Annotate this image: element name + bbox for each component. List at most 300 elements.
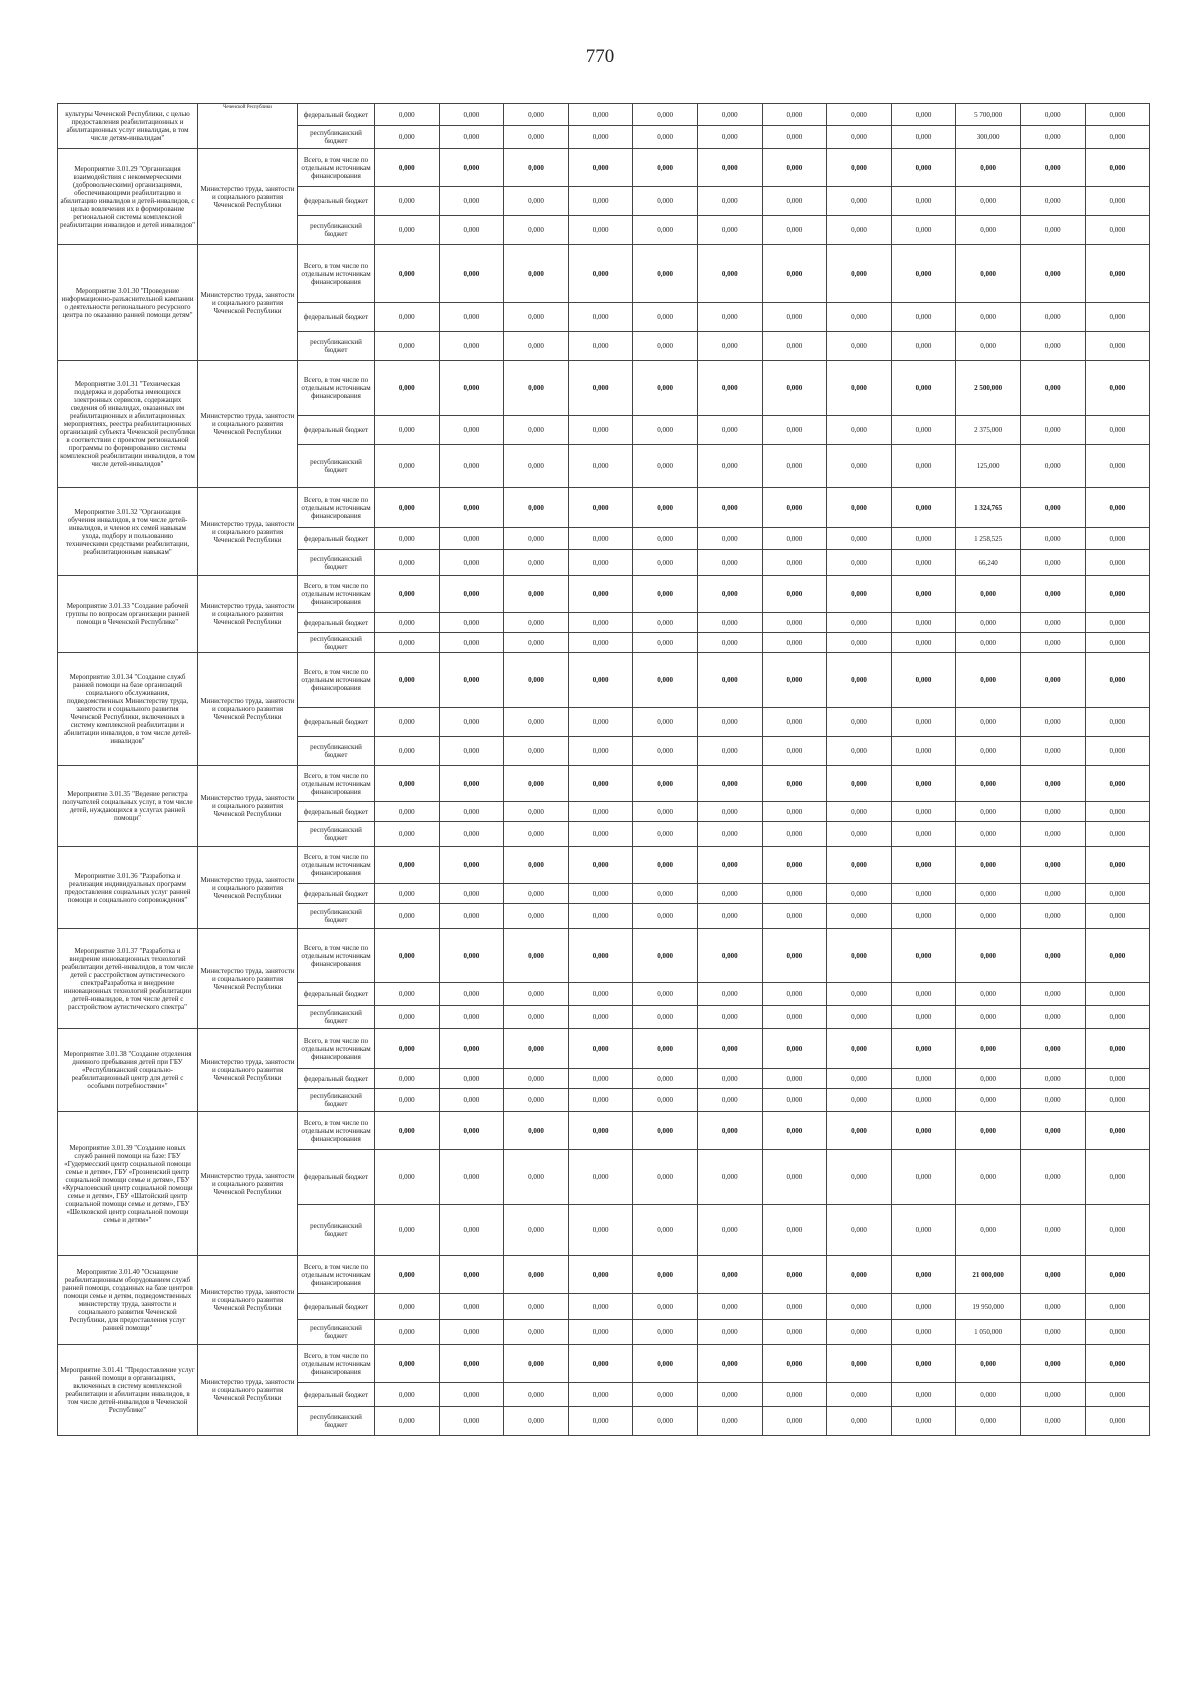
amount-cell: 0,000 <box>827 576 892 613</box>
amount-cell: 0,000 <box>633 445 698 488</box>
amount-cell: 0,000 <box>439 1069 504 1089</box>
amount-cell: 0,000 <box>827 550 892 576</box>
table-row <box>58 1112 1150 1150</box>
table-row <box>58 149 1150 187</box>
funding-source-cell: федеральный бюджет <box>298 983 375 1006</box>
amount-cell: 0,000 <box>568 1205 633 1256</box>
amount-cell: 0,000 <box>697 332 762 361</box>
amount-cell: 0,000 <box>568 1407 633 1436</box>
amount-cell: 0,000 <box>375 104 440 126</box>
amount-cell: 0,000 <box>375 1294 440 1320</box>
amount-cell: 0,000 <box>762 633 827 653</box>
amount-cell: 0,000 <box>1085 361 1150 416</box>
funding-source-cell: Всего, в том числе по отдельным источникам финансирования <box>298 576 375 613</box>
amount-cell: 0,000 <box>762 1256 827 1294</box>
funding-source-cell: федеральный бюджет <box>298 613 375 633</box>
amount-cell: 0,000 <box>956 983 1021 1006</box>
amount-cell: 0,000 <box>956 332 1021 361</box>
amount-cell: 0,000 <box>633 1383 698 1407</box>
amount-cell: 0,000 <box>891 847 956 884</box>
amount-cell: 0,000 <box>375 737 440 766</box>
amount-cell: 0,000 <box>956 1089 1021 1112</box>
amount-cell: 0,000 <box>1020 245 1085 303</box>
amount-cell: 0,000 <box>439 1089 504 1112</box>
amount-cell: 0,000 <box>1085 653 1150 708</box>
amount-cell: 0,000 <box>504 633 569 653</box>
amount-cell: 0,000 <box>439 1150 504 1205</box>
amount-cell: 0,000 <box>375 528 440 550</box>
amount-cell: 0,000 <box>697 528 762 550</box>
funding-source-cell: Всего, в том числе по отдельным источникам финансирования <box>298 1112 375 1150</box>
amount-cell: 0,000 <box>1085 1205 1150 1256</box>
amount-cell: 0,000 <box>568 187 633 216</box>
amount-cell: 0,000 <box>956 802 1021 822</box>
amount-cell: 0,000 <box>1020 884 1085 904</box>
amount-cell: 0,000 <box>697 126 762 149</box>
funding-source-cell: федеральный бюджет <box>298 1294 375 1320</box>
amount-cell: 0,000 <box>504 332 569 361</box>
amount-cell: 0,000 <box>891 1069 956 1089</box>
amount-cell: 0,000 <box>633 1256 698 1294</box>
amount-cell: 0,000 <box>568 884 633 904</box>
amount-cell: 0,000 <box>697 149 762 187</box>
amount-cell: 0,000 <box>1020 1256 1085 1294</box>
amount-cell: 0,000 <box>568 332 633 361</box>
amount-cell: 0,000 <box>504 445 569 488</box>
amount-cell: 0,000 <box>504 1256 569 1294</box>
amount-cell: 0,000 <box>375 708 440 737</box>
amount-cell: 0,000 <box>1085 416 1150 445</box>
amount-cell: 0,000 <box>1085 303 1150 332</box>
amount-cell: 0,000 <box>891 1150 956 1205</box>
amount-cell: 0,000 <box>375 361 440 416</box>
amount-cell: 0,000 <box>827 1112 892 1150</box>
amount-cell: 0,000 <box>568 1256 633 1294</box>
amount-cell: 0,000 <box>504 1112 569 1150</box>
executor-cell: Министерство труда, занятости и социального развития Чеченской Республики <box>198 1256 298 1345</box>
amount-cell: 0,000 <box>568 245 633 303</box>
amount-cell: 0,000 <box>697 1383 762 1407</box>
amount-cell: 0,000 <box>697 708 762 737</box>
amount-cell: 0,000 <box>762 822 827 847</box>
amount-cell: 0,000 <box>697 1320 762 1345</box>
amount-cell: 0,000 <box>827 884 892 904</box>
amount-cell: 0,000 <box>762 361 827 416</box>
amount-cell: 0,000 <box>633 1320 698 1345</box>
amount-cell: 0,000 <box>891 708 956 737</box>
amount-cell: 0,000 <box>1085 187 1150 216</box>
executor-cell: Министерство труда, занятости и социального развития Чеченской Республики <box>198 653 298 766</box>
amount-cell: 0,000 <box>633 708 698 737</box>
amount-cell: 0,000 <box>1085 1006 1150 1029</box>
amount-cell: 0,000 <box>633 737 698 766</box>
amount-cell: 0,000 <box>697 633 762 653</box>
amount-cell: 0,000 <box>891 1345 956 1383</box>
event-name-cell: Мероприятие 3.01.29 "Организация взаимодействия с некоммерческими (добровольческими) организациями, обеспечивающими реабилитацию и абилитацию инвалидов и детей-инвалидов, с целью вовлечения их в формирование региональной системы комплексной реабилитации инвалидов и детей инвалидов" <box>58 149 198 245</box>
amount-cell: 0,000 <box>633 1407 698 1436</box>
amount-cell: 0,000 <box>1085 1150 1150 1205</box>
amount-cell: 0,000 <box>956 904 1021 929</box>
amount-cell: 0,000 <box>504 1069 569 1089</box>
amount-cell: 0,000 <box>633 303 698 332</box>
amount-cell: 0,000 <box>439 576 504 613</box>
amount-cell: 0,000 <box>633 847 698 884</box>
amount-cell: 0,000 <box>568 708 633 737</box>
amount-cell: 0,000 <box>439 1256 504 1294</box>
amount-cell: 0,000 <box>439 303 504 332</box>
funding-source-cell: федеральный бюджет <box>298 884 375 904</box>
funding-source-cell: республиканский бюджет <box>298 1407 375 1436</box>
amount-cell: 0,000 <box>568 1112 633 1150</box>
event-name-cell: Мероприятие 3.01.35 "Ведение регистра получателей социальных услуг, в том числе детей, нуждающихся в услугах ранней помощи" <box>58 766 198 847</box>
amount-cell: 0,000 <box>1085 766 1150 802</box>
amount-cell: 0,000 <box>568 303 633 332</box>
amount-cell: 0,000 <box>827 149 892 187</box>
amount-cell: 0,000 <box>762 1205 827 1256</box>
amount-cell: 0,000 <box>827 1320 892 1345</box>
amount-cell: 0,000 <box>375 904 440 929</box>
amount-cell: 0,000 <box>1020 1112 1085 1150</box>
amount-cell: 0,000 <box>504 1320 569 1345</box>
funding-source-cell: федеральный бюджет <box>298 187 375 216</box>
amount-cell: 0,000 <box>439 187 504 216</box>
amount-cell: 0,000 <box>1085 822 1150 847</box>
amount-cell: 0,000 <box>568 488 633 528</box>
amount-cell: 0,000 <box>568 361 633 416</box>
amount-cell: 0,000 <box>697 187 762 216</box>
amount-cell: 0,000 <box>762 904 827 929</box>
amount-cell: 0,000 <box>375 187 440 216</box>
funding-source-cell: республиканский бюджет <box>298 126 375 149</box>
funding-source-cell: федеральный бюджет <box>298 416 375 445</box>
amount-cell: 0,000 <box>504 1006 569 1029</box>
funding-source-cell: Всего, в том числе по отдельным источникам финансирования <box>298 1345 375 1383</box>
funding-source-cell: Всего, в том числе по отдельным источникам финансирования <box>298 149 375 187</box>
amount-cell: 0,000 <box>633 361 698 416</box>
amount-cell: 0,000 <box>891 1089 956 1112</box>
amount-cell: 0,000 <box>891 1256 956 1294</box>
amount-cell: 0,000 <box>375 1407 440 1436</box>
event-name-cell: Мероприятие 3.01.41 "Предоставление услуг ранней помощи в организациях, включенных в систему комплексной реабилитации и абилитации инвалидов, в том числе детей-инвалидов в Чеченской Республике" <box>58 1345 198 1436</box>
amount-cell: 0,000 <box>504 1205 569 1256</box>
amount-cell: 0,000 <box>633 1205 698 1256</box>
amount-cell: 0,000 <box>633 104 698 126</box>
funding-source-cell: Всего, в том числе по отдельным источникам финансирования <box>298 1256 375 1294</box>
amount-cell: 0,000 <box>504 1150 569 1205</box>
executor-cell: Министерство труда, занятости и социального развития Чеченской Республики <box>198 245 298 361</box>
table-row <box>58 766 1150 802</box>
event-name-cell: Мероприятие 3.01.40 "Оснащение реабилитационным оборудованием служб ранней помощи, созданных на базе центров помощи семье и детям, подведомственных министерству труда, занятости и социального развития Чеченской Республики, для предоставления услуг ранней помощи" <box>58 1256 198 1345</box>
amount-cell: 0,000 <box>891 528 956 550</box>
amount-cell: 0,000 <box>762 445 827 488</box>
funding-source-cell: Всего, в том числе по отдельным источникам финансирования <box>298 653 375 708</box>
amount-cell: 0,000 <box>762 332 827 361</box>
amount-cell: 0,000 <box>697 613 762 633</box>
amount-cell: 0,000 <box>504 416 569 445</box>
executor-cell: Чеченской Республики <box>198 104 298 149</box>
amount-cell: 0,000 <box>375 1345 440 1383</box>
amount-cell: 0,000 <box>1020 576 1085 613</box>
amount-cell: 0,000 <box>827 528 892 550</box>
amount-cell: 0,000 <box>762 488 827 528</box>
amount-cell: 0,000 <box>1085 1112 1150 1150</box>
funding-source-cell: республиканский бюджет <box>298 332 375 361</box>
executor-cell: Министерство труда, занятости и социального развития Чеченской Республики <box>198 1029 298 1112</box>
executor-cell: Министерство труда, занятости и социального развития Чеченской Республики <box>198 929 298 1029</box>
amount-cell: 0,000 <box>568 1150 633 1205</box>
amount-cell: 0,000 <box>956 149 1021 187</box>
amount-cell: 0,000 <box>697 1294 762 1320</box>
amount-cell: 0,000 <box>504 303 569 332</box>
amount-cell: 0,000 <box>439 104 504 126</box>
amount-cell: 0,000 <box>956 187 1021 216</box>
funding-source-cell: Всего, в том числе по отдельным источникам финансирования <box>298 361 375 416</box>
amount-cell: 0,000 <box>439 822 504 847</box>
amount-cell: 0,000 <box>1020 1407 1085 1436</box>
amount-cell: 0,000 <box>504 802 569 822</box>
funding-source-cell: федеральный бюджет <box>298 528 375 550</box>
amount-cell: 0,000 <box>568 633 633 653</box>
amount-cell: 0,000 <box>504 126 569 149</box>
amount-cell: 0,000 <box>956 1029 1021 1069</box>
executor-cell: Министерство труда, занятости и социального развития Чеченской Республики <box>198 488 298 576</box>
amount-cell: 0,000 <box>439 847 504 884</box>
amount-cell: 0,000 <box>762 802 827 822</box>
amount-cell: 0,000 <box>633 633 698 653</box>
amount-cell: 0,000 <box>697 488 762 528</box>
amount-cell: 0,000 <box>633 766 698 802</box>
amount-cell: 0,000 <box>439 1029 504 1069</box>
funding-source-cell: республиканский бюджет <box>298 904 375 929</box>
amount-cell: 0,000 <box>439 149 504 187</box>
amount-cell: 0,000 <box>375 822 440 847</box>
amount-cell: 0,000 <box>633 149 698 187</box>
amount-cell: 0,000 <box>439 528 504 550</box>
amount-cell: 0,000 <box>568 550 633 576</box>
amount-cell: 0,000 <box>375 1320 440 1345</box>
amount-cell: 0,000 <box>439 653 504 708</box>
amount-cell: 0,000 <box>956 737 1021 766</box>
amount-cell: 0,000 <box>439 216 504 245</box>
funding-source-cell: республиканский бюджет <box>298 1089 375 1112</box>
amount-cell: 0,000 <box>1020 847 1085 884</box>
amount-cell: 2 500,000 <box>956 361 1021 416</box>
amount-cell: 0,000 <box>697 576 762 613</box>
amount-cell: 0,000 <box>697 653 762 708</box>
amount-cell: 0,000 <box>1085 332 1150 361</box>
amount-cell: 0,000 <box>504 766 569 802</box>
amount-cell: 0,000 <box>504 245 569 303</box>
amount-cell: 0,000 <box>375 416 440 445</box>
table-row <box>58 929 1150 983</box>
amount-cell: 0,000 <box>633 929 698 983</box>
amount-cell: 0,000 <box>1085 1383 1150 1407</box>
amount-cell: 0,000 <box>1020 1294 1085 1320</box>
amount-cell: 0,000 <box>697 929 762 983</box>
amount-cell: 0,000 <box>1020 1029 1085 1069</box>
amount-cell: 0,000 <box>504 904 569 929</box>
amount-cell: 0,000 <box>762 416 827 445</box>
amount-cell: 0,000 <box>827 303 892 332</box>
amount-cell: 0,000 <box>568 149 633 187</box>
amount-cell: 0,000 <box>439 802 504 822</box>
amount-cell: 0,000 <box>956 613 1021 633</box>
amount-cell: 0,000 <box>375 1069 440 1089</box>
amount-cell: 0,000 <box>568 126 633 149</box>
amount-cell: 0,000 <box>633 1112 698 1150</box>
amount-cell: 0,000 <box>1085 613 1150 633</box>
table-row <box>58 1256 1150 1294</box>
amount-cell: 0,000 <box>439 1294 504 1320</box>
event-name-cell: культуры Чеченской Республики, с целью предоставления реабилитационных и абилитационных услуг инвалидам, в том числе детям-инвалидам" <box>58 104 198 149</box>
amount-cell: 0,000 <box>827 802 892 822</box>
amount-cell: 0,000 <box>762 550 827 576</box>
executor-cell: Министерство труда, занятости и социального развития Чеченской Республики <box>198 1112 298 1256</box>
amount-cell: 0,000 <box>633 884 698 904</box>
amount-cell: 0,000 <box>633 332 698 361</box>
amount-cell: 0,000 <box>375 149 440 187</box>
amount-cell: 0,000 <box>891 1320 956 1345</box>
amount-cell: 0,000 <box>568 983 633 1006</box>
amount-cell: 0,000 <box>375 1150 440 1205</box>
amount-cell: 0,000 <box>1085 929 1150 983</box>
amount-cell: 0,000 <box>956 1345 1021 1383</box>
amount-cell: 0,000 <box>762 149 827 187</box>
executor-cell: Министерство труда, занятости и социального развития Чеченской Республики <box>198 576 298 653</box>
amount-cell: 0,000 <box>956 303 1021 332</box>
amount-cell: 0,000 <box>1020 904 1085 929</box>
amount-cell: 0,000 <box>762 216 827 245</box>
amount-cell: 0,000 <box>697 416 762 445</box>
amount-cell: 0,000 <box>762 245 827 303</box>
amount-cell: 0,000 <box>633 983 698 1006</box>
amount-cell: 0,000 <box>375 576 440 613</box>
amount-cell: 0,000 <box>762 737 827 766</box>
amount-cell: 0,000 <box>697 303 762 332</box>
budget-table <box>57 103 1150 1436</box>
amount-cell: 0,000 <box>697 904 762 929</box>
amount-cell: 0,000 <box>439 1205 504 1256</box>
amount-cell: 0,000 <box>1020 303 1085 332</box>
amount-cell: 0,000 <box>891 1112 956 1150</box>
amount-cell: 0,000 <box>956 847 1021 884</box>
event-name-cell: Мероприятие 3.01.37 "Разработка и внедрение инновационных технологий реабилитации детей-инвалидов, в том числе детей с расстройством аутистического спектраРазработка и внедрение инновационных технологий реабилитации детей-инвалидов, в том числе детей с расстройством аутистического спектра" <box>58 929 198 1029</box>
amount-cell: 0,000 <box>891 488 956 528</box>
amount-cell: 0,000 <box>375 126 440 149</box>
amount-cell: 0,000 <box>762 1294 827 1320</box>
amount-cell: 0,000 <box>633 653 698 708</box>
amount-cell: 0,000 <box>568 737 633 766</box>
amount-cell: 0,000 <box>827 1089 892 1112</box>
amount-cell: 0,000 <box>956 929 1021 983</box>
executor-cell: Министерство труда, занятости и социального развития Чеченской Республики <box>198 766 298 847</box>
amount-cell: 0,000 <box>568 847 633 884</box>
amount-cell: 0,000 <box>1085 576 1150 613</box>
amount-cell: 0,000 <box>504 884 569 904</box>
amount-cell: 0,000 <box>504 488 569 528</box>
amount-cell: 0,000 <box>375 929 440 983</box>
amount-cell: 0,000 <box>504 737 569 766</box>
amount-cell: 0,000 <box>1020 708 1085 737</box>
amount-cell: 0,000 <box>1020 488 1085 528</box>
amount-cell: 0,000 <box>762 1345 827 1383</box>
amount-cell: 0,000 <box>891 216 956 245</box>
amount-cell: 0,000 <box>504 104 569 126</box>
event-name-cell: Мероприятие 3.01.32 "Организация обучения инвалидов, в том числе детей-инвалидов, и членов их семей навыкам ухода, подбору и пользованию техническими средствами реабилитации, реабилитационным навыкам" <box>58 488 198 576</box>
amount-cell: 0,000 <box>762 1383 827 1407</box>
funding-source-cell: республиканский бюджет <box>298 822 375 847</box>
amount-cell: 0,000 <box>762 1112 827 1150</box>
amount-cell: 0,000 <box>504 187 569 216</box>
amount-cell: 0,000 <box>891 149 956 187</box>
amount-cell: 0,000 <box>375 983 440 1006</box>
amount-cell: 0,000 <box>762 983 827 1006</box>
amount-cell: 0,000 <box>439 1320 504 1345</box>
amount-cell: 0,000 <box>504 708 569 737</box>
amount-cell: 0,000 <box>439 445 504 488</box>
amount-cell: 0,000 <box>375 1383 440 1407</box>
executor-cell: Министерство труда, занятости и социального развития Чеченской Республики <box>198 847 298 929</box>
amount-cell: 0,000 <box>1020 983 1085 1006</box>
amount-cell: 0,000 <box>1020 1150 1085 1205</box>
amount-cell: 0,000 <box>1020 528 1085 550</box>
amount-cell: 0,000 <box>762 766 827 802</box>
funding-source-cell: федеральный бюджет <box>298 1150 375 1205</box>
event-name-cell: Мероприятие 3.01.36 "Разработка и реализация индивидуальных программ предоставления социальных услуг ранней помощи и социального сопровождения" <box>58 847 198 929</box>
amount-cell: 0,000 <box>891 802 956 822</box>
amount-cell: 0,000 <box>697 1029 762 1069</box>
amount-cell: 0,000 <box>568 1345 633 1383</box>
amount-cell: 0,000 <box>956 884 1021 904</box>
amount-cell: 19 950,000 <box>956 1294 1021 1320</box>
amount-cell: 0,000 <box>1085 216 1150 245</box>
amount-cell: 0,000 <box>762 613 827 633</box>
amount-cell: 0,000 <box>1085 633 1150 653</box>
amount-cell: 0,000 <box>956 216 1021 245</box>
amount-cell: 0,000 <box>697 822 762 847</box>
amount-cell: 0,000 <box>956 653 1021 708</box>
amount-cell: 0,000 <box>375 550 440 576</box>
amount-cell: 0,000 <box>375 1029 440 1069</box>
table-row <box>58 1029 1150 1069</box>
amount-cell: 0,000 <box>762 1006 827 1029</box>
amount-cell: 0,000 <box>439 1006 504 1029</box>
amount-cell: 0,000 <box>1020 550 1085 576</box>
amount-cell: 0,000 <box>375 613 440 633</box>
amount-cell: 0,000 <box>633 904 698 929</box>
amount-cell: 0,000 <box>504 822 569 847</box>
amount-cell: 0,000 <box>762 1407 827 1436</box>
amount-cell: 0,000 <box>633 1150 698 1205</box>
amount-cell: 0,000 <box>762 576 827 613</box>
amount-cell: 0,000 <box>1020 149 1085 187</box>
amount-cell: 0,000 <box>891 822 956 847</box>
amount-cell: 0,000 <box>1085 884 1150 904</box>
amount-cell: 0,000 <box>1020 445 1085 488</box>
amount-cell: 0,000 <box>439 983 504 1006</box>
amount-cell: 0,000 <box>504 216 569 245</box>
amount-cell: 0,000 <box>439 633 504 653</box>
amount-cell: 0,000 <box>1020 332 1085 361</box>
amount-cell: 0,000 <box>891 633 956 653</box>
amount-cell: 0,000 <box>504 1407 569 1436</box>
amount-cell: 0,000 <box>827 488 892 528</box>
amount-cell: 0,000 <box>762 187 827 216</box>
amount-cell: 0,000 <box>1085 104 1150 126</box>
amount-cell: 0,000 <box>1085 737 1150 766</box>
amount-cell: 0,000 <box>375 216 440 245</box>
amount-cell: 0,000 <box>891 416 956 445</box>
